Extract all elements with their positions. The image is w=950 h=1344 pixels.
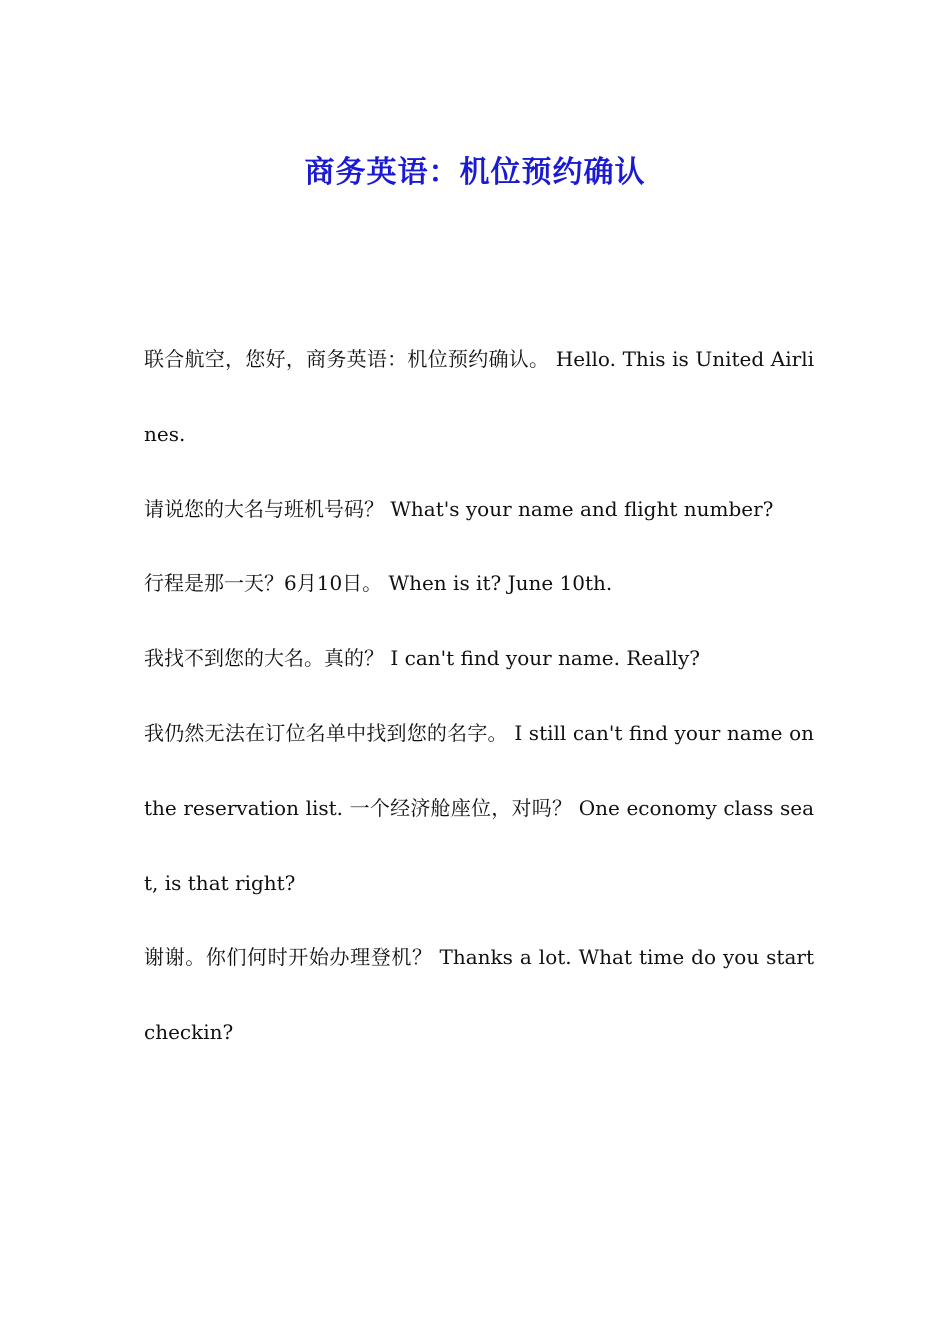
document-body: [144, 322, 814, 1070]
document-title: 商务英语：机位预约确认: [304, 155, 646, 191]
paragraph-cant-find: 我找不到您的大名。真的？ I can't find your name. Really?: [144, 646, 700, 671]
paragraph-reservation-list: 我仍然无法在订位名单中找到您的名字。 I still can't find your name on the reservation list. 一个经济舱座位，对吗？ One economy class seat, is that right?: [144, 720, 814, 895]
paragraph-date: 行程是那一天？6月10日。 When is it? June 10th.: [144, 571, 613, 596]
paragraph-checkin: 谢谢。你们何时开始办理登机？ Thanks a lot. What time do you start checkin?: [144, 945, 814, 1045]
paragraph-name-flight: 请说您的大名与班机号码？ What's your name and flight number?: [144, 496, 774, 521]
paragraph-greeting: 联合航空，您好，商务英语：机位预约确认。 Hello. This is United Airlines.: [144, 347, 814, 446]
